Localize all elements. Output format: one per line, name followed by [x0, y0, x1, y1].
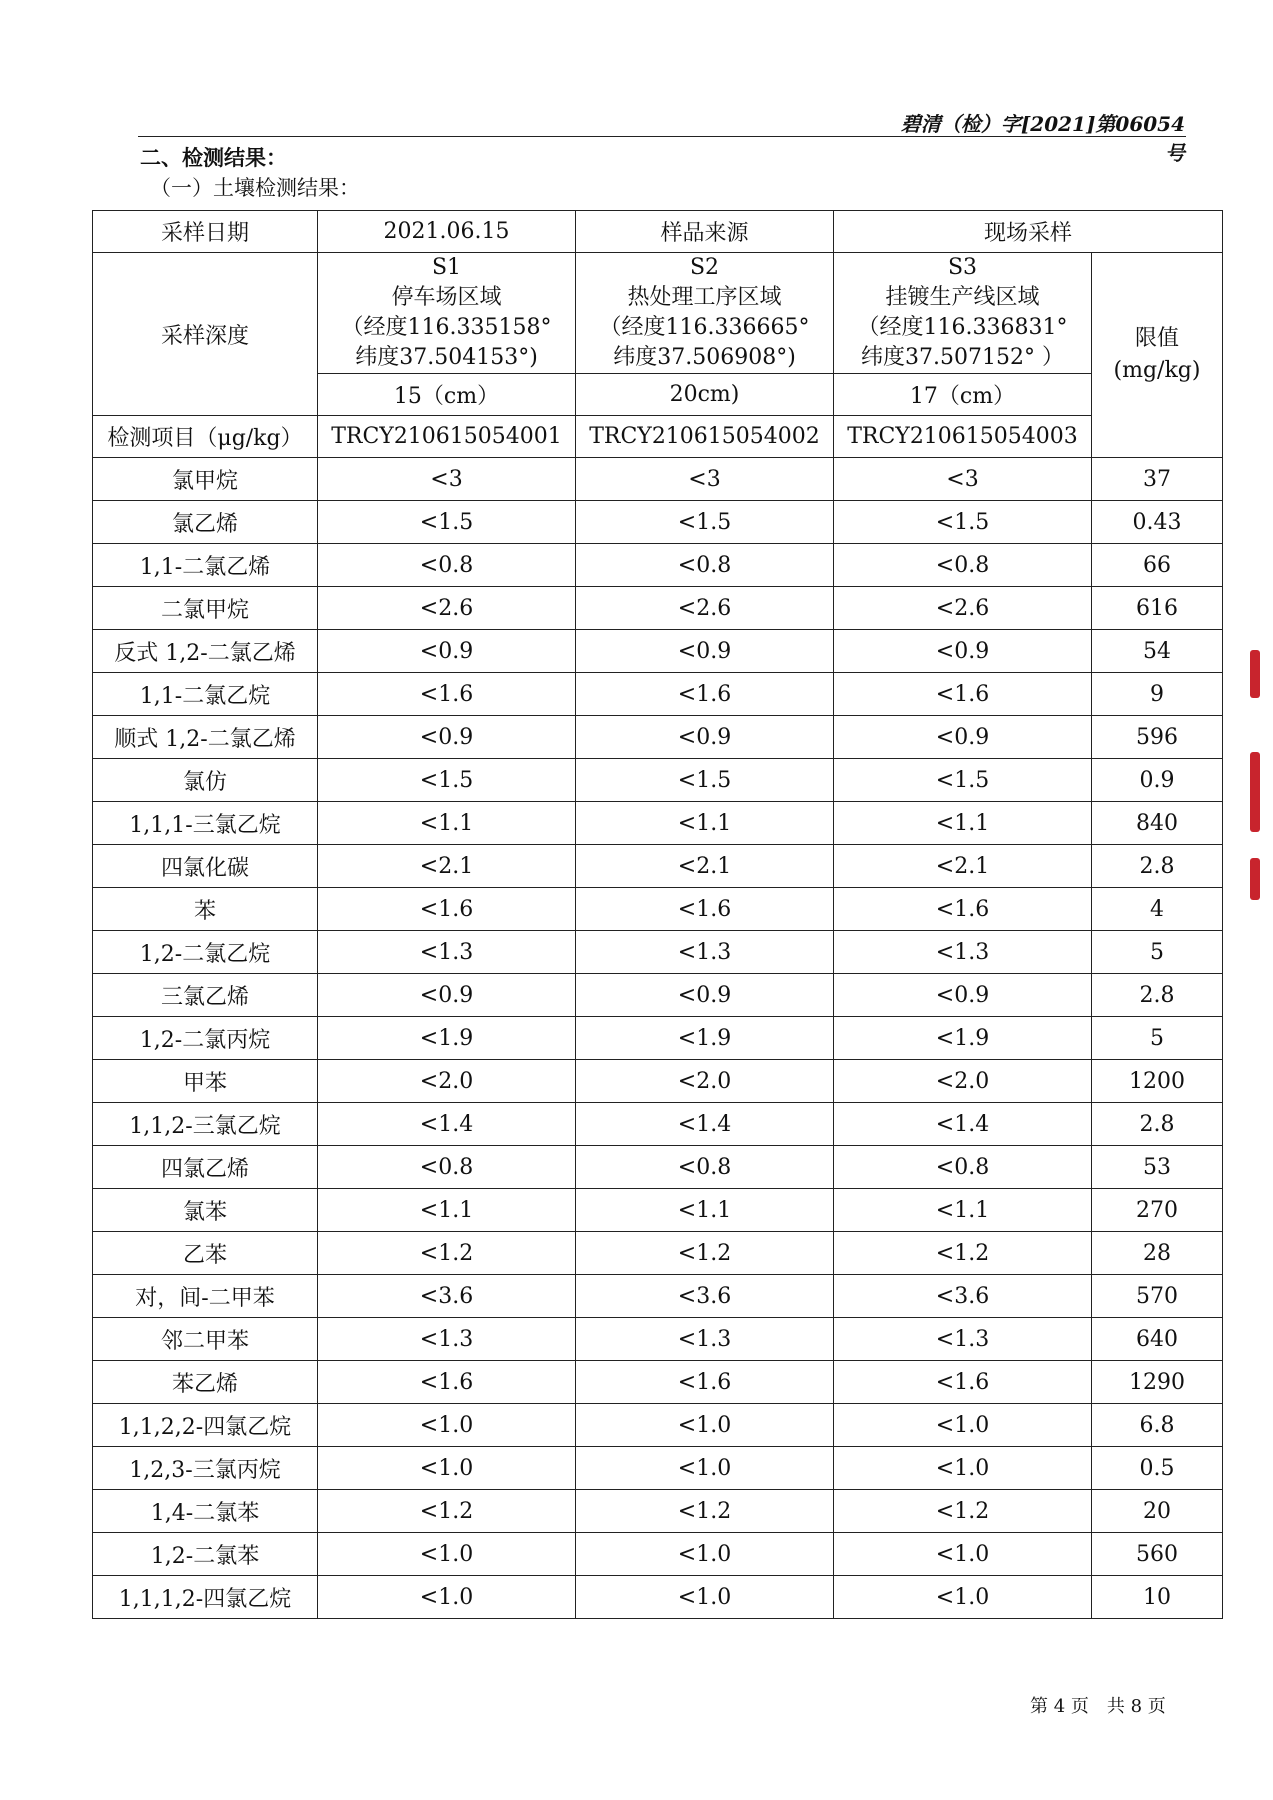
s3-value: <1.3: [834, 1318, 1092, 1361]
limit-value: 28: [1092, 1232, 1223, 1275]
s2-value: <1.0: [576, 1533, 834, 1576]
s2-value: <0.9: [576, 974, 834, 1017]
s1-value: <1.0: [318, 1533, 576, 1576]
s2-value: <2.1: [576, 845, 834, 888]
test-item-name: 顺式 1,2-二氯乙烯: [93, 716, 318, 759]
test-item-name: 四氯化碳: [93, 845, 318, 888]
site-s2-id: S2: [689, 255, 720, 280]
test-item-name: 苯乙烯: [93, 1361, 318, 1404]
sampling-depth-label: 采样深度: [93, 253, 318, 416]
limit-value: 596: [1092, 716, 1223, 759]
s2-value: <1.0: [576, 1447, 834, 1490]
header-row-date: [93, 211, 1223, 253]
table-row: [93, 1447, 1223, 1490]
s1-value: <1.3: [318, 1318, 576, 1361]
s2-value: <1.1: [576, 802, 834, 845]
table-row: [93, 759, 1223, 802]
header-rule: [138, 136, 1186, 137]
s1-value: <0.8: [318, 544, 576, 587]
limit-value: 9: [1092, 673, 1223, 716]
s3-value: <1.1: [834, 802, 1092, 845]
s3-value: <1.4: [834, 1103, 1092, 1146]
table-row: [93, 1361, 1223, 1404]
s1-value: <2.0: [318, 1060, 576, 1103]
s2-value: <1.4: [576, 1103, 834, 1146]
s2-value: <1.2: [576, 1490, 834, 1533]
limit-value: 66: [1092, 544, 1223, 587]
test-item-name: 二氯甲烷: [93, 587, 318, 630]
s1-value: <3: [318, 458, 576, 501]
test-item-name: 1,1-二氯乙烯: [93, 544, 318, 587]
test-item-name: 1,1,2,2-四氯乙烷: [93, 1404, 318, 1447]
s1-value: <1.6: [318, 1361, 576, 1404]
s2-value: <1.9: [576, 1017, 834, 1060]
s2-value: <3: [576, 458, 834, 501]
s3-value: <1.3: [834, 931, 1092, 974]
limit-value: 1290: [1092, 1361, 1223, 1404]
s1-value: <1.0: [318, 1576, 576, 1619]
s3-value: <2.1: [834, 845, 1092, 888]
limit-header: [1092, 253, 1223, 458]
test-item-name: 乙苯: [93, 1232, 318, 1275]
s2-value: <0.8: [576, 1146, 834, 1189]
site-s3: [834, 253, 1092, 374]
site-s2-latitude: 纬度37.506908°): [613, 345, 796, 370]
table-row: [93, 1232, 1223, 1275]
limit-label: 限值: [1135, 326, 1180, 351]
s3-value: <0.9: [834, 630, 1092, 673]
s2-value: <1.0: [576, 1404, 834, 1447]
s2-value: <1.0: [576, 1576, 834, 1619]
s3-value: <1.5: [834, 501, 1092, 544]
s1-value: <1.4: [318, 1103, 576, 1146]
site-s1-area: 停车场区域: [391, 285, 502, 310]
s1-value: <1.6: [318, 673, 576, 716]
s1-value: <1.6: [318, 888, 576, 931]
site-s3-area: 挂镀生产线区域: [885, 285, 1040, 310]
test-item-name: 氯乙烯: [93, 501, 318, 544]
s3-value: <1.6: [834, 1361, 1092, 1404]
limit-value: 0.43: [1092, 501, 1223, 544]
s2-value: <3.6: [576, 1275, 834, 1318]
test-item-name: 1,1,1-三氯乙烷: [93, 802, 318, 845]
site-s1-depth: 15（cm）: [318, 374, 576, 416]
table-row: [93, 1189, 1223, 1232]
table-row: [93, 1060, 1223, 1103]
test-item-name: 1,2-二氯丙烷: [93, 1017, 318, 1060]
table-row: [93, 1146, 1223, 1189]
s3-value: <1.0: [834, 1533, 1092, 1576]
limit-value: 53: [1092, 1146, 1223, 1189]
test-item-name: 四氯乙烯: [93, 1146, 318, 1189]
s2-value: <1.6: [576, 1361, 834, 1404]
test-item-name: 1,1,1,2-四氯乙烷: [93, 1576, 318, 1619]
table-row: [93, 673, 1223, 716]
table-row: [93, 1533, 1223, 1576]
s2-value: <1.2: [576, 1232, 834, 1275]
site-s3-latitude: 纬度37.507152° ）: [861, 345, 1064, 370]
header-row-sites: [93, 253, 1223, 374]
test-item-name: 三氯乙烯: [93, 974, 318, 1017]
test-item-name: 1,1,2-三氯乙烷: [93, 1103, 318, 1146]
limit-value: 5: [1092, 1017, 1223, 1060]
limit-value: 1200: [1092, 1060, 1223, 1103]
s2-value: <1.6: [576, 673, 834, 716]
site-s1-id: S1: [431, 255, 462, 280]
table-row: [93, 1017, 1223, 1060]
s2-value: <0.9: [576, 716, 834, 759]
table-row: [93, 716, 1223, 759]
s3-value: <0.8: [834, 1146, 1092, 1189]
limit-value: 0.5: [1092, 1447, 1223, 1490]
limit-value: 0.9: [1092, 759, 1223, 802]
s3-value: <1.6: [834, 673, 1092, 716]
s2-value: <1.1: [576, 1189, 834, 1232]
table-row: [93, 1103, 1223, 1146]
s3-value: <1.6: [834, 888, 1092, 931]
limit-value: 37: [1092, 458, 1223, 501]
s2-value: <1.6: [576, 888, 834, 931]
site-s3-id: S3: [947, 255, 978, 280]
s1-value: <1.0: [318, 1447, 576, 1490]
limit-unit: (mg/kg): [1113, 358, 1201, 383]
site-s2-depth: 20cm): [576, 374, 834, 416]
s3-value: <1.9: [834, 1017, 1092, 1060]
table-row: [93, 845, 1223, 888]
limit-value: 570: [1092, 1275, 1223, 1318]
test-item-name: 甲苯: [93, 1060, 318, 1103]
test-item-name: 苯: [93, 888, 318, 931]
limit-value: 6.8: [1092, 1404, 1223, 1447]
s1-value: <1.2: [318, 1232, 576, 1275]
limit-value: 10: [1092, 1576, 1223, 1619]
s2-value: <0.9: [576, 630, 834, 673]
site-s1: [318, 253, 576, 374]
limit-value: 5: [1092, 931, 1223, 974]
table-row: [93, 1576, 1223, 1619]
site-s3-sample-code: TRCY210615054003: [834, 416, 1092, 458]
site-s2-sample-code: TRCY210615054002: [576, 416, 834, 458]
site-s3-depth: 17（cm）: [834, 374, 1092, 416]
s1-value: <2.6: [318, 587, 576, 630]
table-row: [93, 587, 1223, 630]
sampling-date: 2021.06.15: [318, 211, 576, 253]
sample-source: 现场采样: [834, 211, 1223, 253]
seal-stamp-fragment: [1250, 752, 1260, 832]
s3-value: <0.8: [834, 544, 1092, 587]
limit-value: 840: [1092, 802, 1223, 845]
limit-value: 20: [1092, 1490, 1223, 1533]
s1-value: <3.6: [318, 1275, 576, 1318]
test-item-label: 检测项目（μg/kg）: [93, 416, 318, 458]
s2-value: <1.3: [576, 931, 834, 974]
s2-value: <1.5: [576, 759, 834, 802]
s3-value: <0.9: [834, 974, 1092, 1017]
s3-value: <1.0: [834, 1447, 1092, 1490]
table-row: [93, 544, 1223, 587]
s1-value: <1.1: [318, 802, 576, 845]
test-item-name: 反式 1,2-二氯乙烯: [93, 630, 318, 673]
s3-value: <3: [834, 458, 1092, 501]
s2-value: <1.3: [576, 1318, 834, 1361]
test-item-name: 氯甲烷: [93, 458, 318, 501]
s1-value: <1.2: [318, 1490, 576, 1533]
test-item-name: 1,1-二氯乙烷: [93, 673, 318, 716]
s1-value: <1.1: [318, 1189, 576, 1232]
table-row: [93, 888, 1223, 931]
s1-value: <0.9: [318, 974, 576, 1017]
section-title: 二、检测结果：: [140, 145, 287, 170]
test-item-name: 对，间-二甲苯: [93, 1275, 318, 1318]
table-row: [93, 974, 1223, 1017]
s2-value: <0.8: [576, 544, 834, 587]
limit-value: 560: [1092, 1533, 1223, 1576]
limit-value: 616: [1092, 587, 1223, 630]
sampling-date-label: 采样日期: [93, 211, 318, 253]
limit-value: 270: [1092, 1189, 1223, 1232]
s1-value: <1.3: [318, 931, 576, 974]
table-row: [93, 931, 1223, 974]
limit-value: 4: [1092, 888, 1223, 931]
s1-value: <1.9: [318, 1017, 576, 1060]
s1-value: <0.9: [318, 716, 576, 759]
site-s1-longitude: （经度116.335158°: [341, 315, 552, 340]
s3-value: <2.6: [834, 587, 1092, 630]
s2-value: <2.6: [576, 587, 834, 630]
table-row: [93, 1275, 1223, 1318]
s1-value: <2.1: [318, 845, 576, 888]
test-item-name: 1,2-二氯苯: [93, 1533, 318, 1576]
table-row: [93, 802, 1223, 845]
test-item-name: 邻二甲苯: [93, 1318, 318, 1361]
soil-results-table: [92, 210, 1223, 1619]
seal-stamp-fragment: [1250, 650, 1260, 698]
limit-value: 2.8: [1092, 974, 1223, 1017]
site-s2-area: 热处理工序区域: [627, 285, 782, 310]
s3-value: <0.9: [834, 716, 1092, 759]
s1-value: <1.5: [318, 501, 576, 544]
s3-value: <1.2: [834, 1232, 1092, 1275]
limit-value: 640: [1092, 1318, 1223, 1361]
table-row: [93, 630, 1223, 673]
test-item-name: 1,2-二氯乙烷: [93, 931, 318, 974]
site-s1-sample-code: TRCY210615054001: [318, 416, 576, 458]
test-item-name: 氯苯: [93, 1189, 318, 1232]
limit-value: 2.8: [1092, 845, 1223, 888]
subsection-title: （一）土壤检测结果：: [150, 176, 360, 200]
limit-value: 54: [1092, 630, 1223, 673]
s3-value: <1.0: [834, 1576, 1092, 1619]
s3-value: <1.0: [834, 1404, 1092, 1447]
s1-value: <1.5: [318, 759, 576, 802]
test-item-name: 1,2,3-三氯丙烷: [93, 1447, 318, 1490]
s3-value: <3.6: [834, 1275, 1092, 1318]
limit-value: 2.8: [1092, 1103, 1223, 1146]
page-number: 第 4 页 共 8 页: [1030, 1696, 1166, 1717]
sample-source-label: 样品来源: [576, 211, 834, 253]
test-item-name: 1,4-二氯苯: [93, 1490, 318, 1533]
table-row: [93, 1490, 1223, 1533]
table-row: [93, 1318, 1223, 1361]
site-s2: [576, 253, 834, 374]
site-s2-longitude: （经度116.336665°: [599, 315, 810, 340]
table-row: [93, 458, 1223, 501]
s1-value: <0.8: [318, 1146, 576, 1189]
table-row: [93, 501, 1223, 544]
s1-value: <0.9: [318, 630, 576, 673]
s3-value: <1.2: [834, 1490, 1092, 1533]
s3-value: <1.5: [834, 759, 1092, 802]
site-s1-latitude: 纬度37.504153°): [355, 345, 538, 370]
s1-value: <1.0: [318, 1404, 576, 1447]
report-number: 碧清（检）字[2021]第06054 号: [900, 112, 1185, 165]
seal-stamp-fragment: [1250, 858, 1260, 900]
header-row-codes: [93, 416, 1223, 458]
table-row: [93, 1404, 1223, 1447]
test-item-name: 氯仿: [93, 759, 318, 802]
s2-value: <1.5: [576, 501, 834, 544]
s2-value: <2.0: [576, 1060, 834, 1103]
s3-value: <1.1: [834, 1189, 1092, 1232]
s3-value: <2.0: [834, 1060, 1092, 1103]
site-s3-longitude: （经度116.336831°: [857, 315, 1068, 340]
